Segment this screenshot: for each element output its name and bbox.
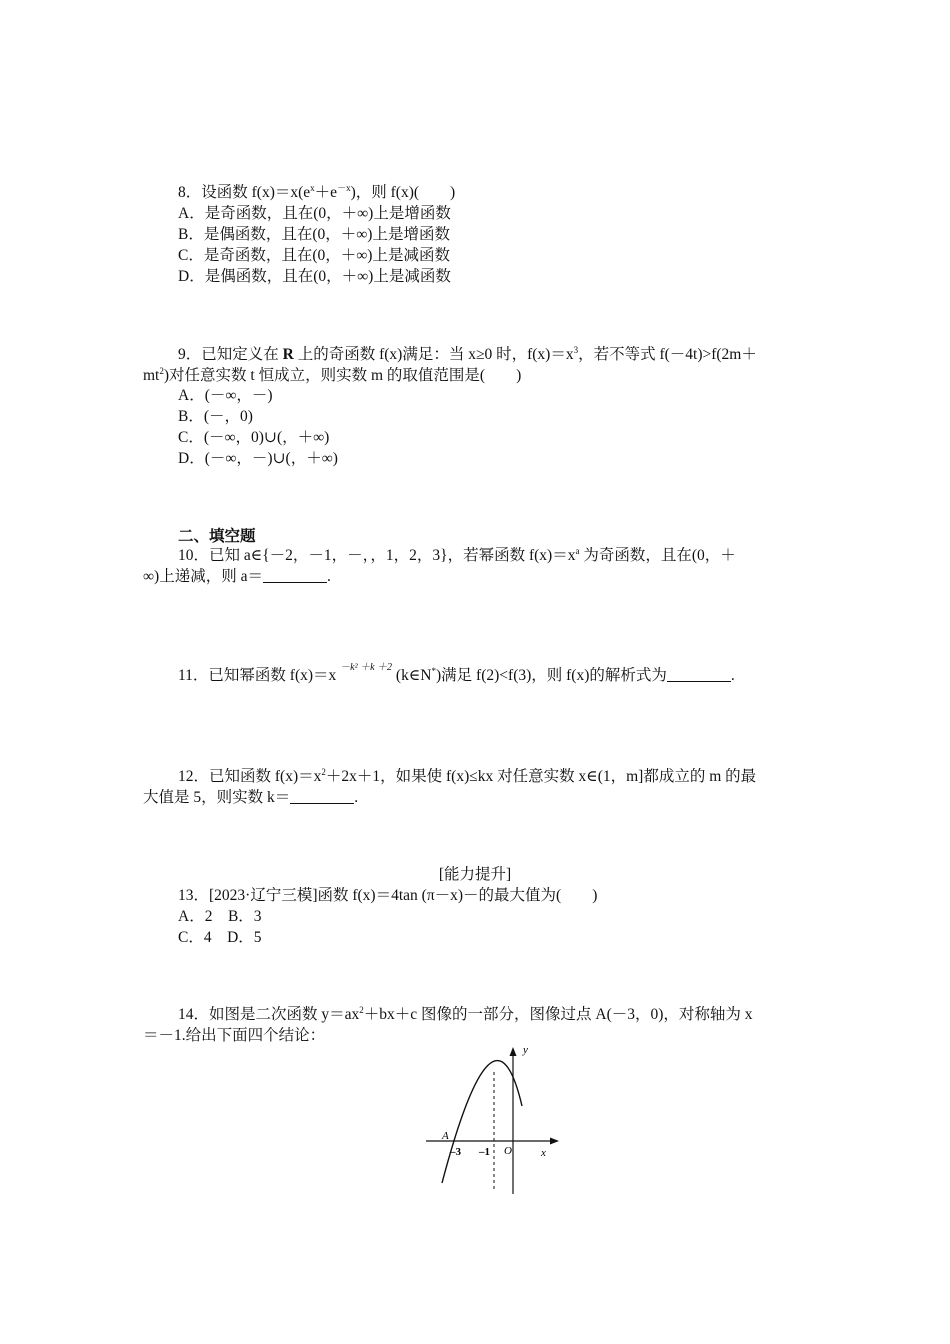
q9-stem-line1: 9．已知定义在 R 上的奇函数 f(x)满足：当 x≥0 时，$f(x)=x^3$，若不等式 f(－4t)>f(2m＋	[178, 345, 757, 363]
x-axis-arrow	[550, 1138, 559, 1145]
q8-option-b: B．是偶函数，且在(0，＋∞)上是增函数	[178, 226, 450, 243]
label-A: A	[442, 1130, 449, 1142]
q11-stem: 11．已知幂函数 f(x)＝x $^{-k^2 +k +2}$ (k∈N*)满足 f(2)<f(3)，则 f(x)的解析式为 .	[178, 662, 735, 684]
q12-stem-line1: 12．已知函数 $f(x)=x^2+2x+1$，如果使 f(x)≤kx 对任意实数 x∈(1，m]都成立的 m 的最	[178, 767, 757, 785]
q8-option-a: A．是奇函数，且在(0，＋∞)上是增函数	[178, 205, 451, 222]
q14-stem-line2: ＝－1.给出下面四个结论：	[143, 1027, 326, 1044]
q14-stem-line1: 14．如图是二次函数 $y=ax^2+bx+c$ 图像的一部分，图像过点 A(－3，0)，对称轴为 x	[178, 1005, 753, 1023]
q13-options-row2: C．4 D．5	[178, 929, 262, 946]
q13-stem: 13．[2023·辽宁三模]函数 f(x)＝4tan (π－x)－的最大值为( )	[178, 887, 598, 904]
q9-stem-line2: $mt^2$)对任意实数 t 恒成立，则实数 m 的取值范围是( )	[143, 366, 522, 384]
label-minus3: –3	[450, 1146, 461, 1158]
label-minus1: –1	[479, 1146, 490, 1158]
q13-options-row1: A．2 B．3	[178, 908, 262, 925]
q9-option-b: B．(－，0)	[178, 408, 253, 425]
y-axis-arrow	[510, 1047, 517, 1056]
label-x: x	[541, 1147, 546, 1159]
q10-stem-line2: ∞)上递减，则 a＝ .	[143, 568, 331, 585]
label-y: y	[523, 1044, 528, 1056]
q8-stem: 8．设函数 $f(x)=x(e^x+e^{-x})$，则 f(x)( )	[178, 183, 456, 201]
section-fill-blank-title: 二、填空题	[178, 528, 256, 545]
parabola-graph	[420, 1042, 570, 1202]
label-origin: O	[504, 1145, 512, 1157]
q12-stem-line2: 大值是 5，则实数 k＝ .	[143, 789, 359, 806]
q12-answer-blank	[290, 789, 354, 804]
q10-stem-line1: 10．已知 a∈{－2，－1，－，，1，2，3}，若幂函数 $f(x)=x^a$ 为奇函数，且在(0，＋	[178, 546, 736, 564]
q10-answer-blank	[263, 568, 327, 583]
q11-answer-blank	[667, 667, 731, 682]
q9-option-c: C．(－∞，0)∪(，＋∞)	[178, 429, 330, 446]
q9-option-d: D．(－∞，－)∪(，＋∞)	[178, 450, 338, 467]
q9-option-a: A．(－∞，－)	[178, 387, 273, 404]
parabola-curve	[442, 1061, 522, 1183]
q8-option-d: D．是偶函数，且在(0，＋∞)上是减函数	[178, 268, 451, 285]
q11-exponent: －k² ＋k ＋2	[340, 662, 393, 673]
q8-option-c: C．是奇函数，且在(0，＋∞)上是减函数	[178, 247, 450, 264]
ability-section-title: [能力提升]	[438, 866, 512, 883]
